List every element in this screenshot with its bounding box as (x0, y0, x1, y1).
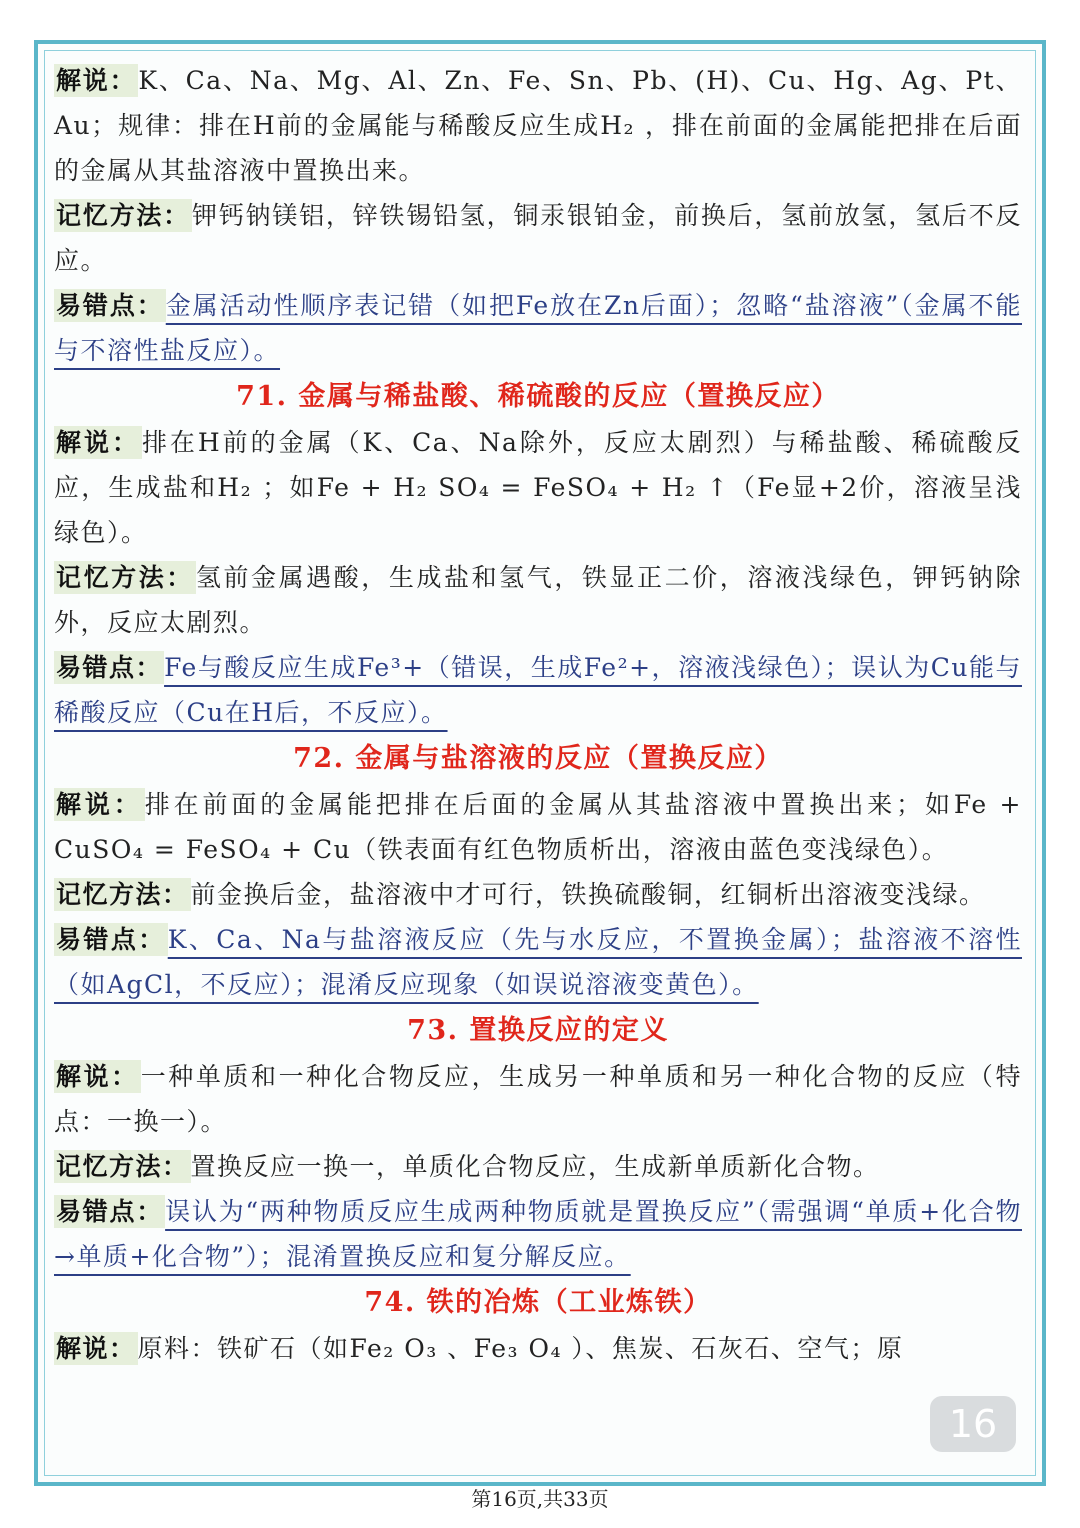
error-paragraph (54, 1189, 1022, 1279)
explain-text: 一种单质和一种化合物反应，生成另一种单质和另一种化合物的反应（特点：一换一）。 (54, 1062, 1022, 1136)
error-text: 误认为“两种物质反应生成两种物质就是置换反应”（需强调“单质+化合物→单质+化合物”）；混淆置换反应和复分解反应。 (54, 1197, 1022, 1271)
error-label: 易错点： (56, 291, 164, 320)
explain-paragraph (54, 420, 1022, 555)
explain-paragraph (54, 782, 1022, 872)
error-label: 易错点： (56, 653, 163, 682)
memory-label: 记忆方法： (56, 563, 194, 592)
explain-paragraph (54, 1054, 1022, 1144)
memory-paragraph (54, 872, 1022, 917)
error-text: 金属活动性顺序表记错（如把Fe放在Zn后面）；忽略“盐溶液”（金属不能与不溶性盐反应）。 (54, 291, 1022, 365)
error-paragraph (54, 283, 1022, 373)
explain-text: K、Ca、Na、Mg、Al、Zn、Fe、Sn、Pb、(H)、Cu、Hg、Ag、Pt、Au；规律：排在H前的金属能与稀酸反应生成H₂ ，排在前面的金属能把排在后面的金属从其盐溶液中置换出来。 (54, 66, 1022, 185)
error-text: Fe与酸反应生成Fe³+（错误，生成Fe²+，溶液浅绿色）；误认为Cu能与稀酸反应（Cu在H后，不反应）。 (54, 653, 1022, 727)
memory-paragraph (54, 1144, 1022, 1189)
memory-label: 记忆方法： (56, 201, 190, 230)
explain-text: 排在前面的金属能把排在后面的金属从其盐溶液中置换出来；如Fe + CuSO₄ = FeSO₄ + Cu（铁表面有红色物质析出，溶液由蓝色变浅绿色）。 (54, 790, 1022, 864)
memory-text: 氢前金属遇酸，生成盐和氢气，铁显正二价，溶液浅绿色，钾钙钠除外，反应太剧烈。 (54, 563, 1022, 637)
page-footer: 第16页,共33页 (471, 1487, 609, 1511)
section-heading-71: 71. 金属与稀盐酸、稀硫酸的反应（置换反应） (236, 381, 840, 412)
memory-text: 前金换后金，盐溶液中才可行，铁换硫酸铜，红铜析出溶液变浅绿。 (190, 880, 986, 909)
memory-label: 记忆方法： (56, 880, 189, 909)
explain-label: 解说： (56, 66, 137, 95)
error-label: 易错点： (56, 925, 166, 954)
error-paragraph (54, 917, 1022, 1007)
page-number-badge: 16 (930, 1396, 1016, 1452)
explain-label: 解说： (56, 428, 140, 457)
memory-text: 钾钙钠镁铝，锌铁锡铅氢，铜汞银铂金，前换后，氢前放氢，氢后不反应。 (54, 201, 1022, 275)
error-text: K、Ca、Na与盐溶液反应（先与水反应，不置换金属）；盐溶液不溶性（如AgCl，不反应）；混淆反应现象（如误说溶液变黄色）。 (54, 925, 1022, 999)
explain-label: 解说： (56, 1062, 139, 1091)
memory-label: 记忆方法： (56, 1152, 189, 1181)
error-label: 易错点： (56, 1197, 164, 1226)
error-paragraph (54, 645, 1022, 735)
explain-text: 排在H前的金属（K、Ca、Na除外，反应太剧烈）与稀盐酸、稀硫酸反应，生成盐和H₂ ；如Fe + H₂ SO₄ = FeSO₄ + H₂ ↑（Fe显+2价，溶液呈浅绿色）。 (54, 428, 1022, 547)
memory-paragraph (54, 193, 1022, 283)
explain-paragraph (54, 58, 1022, 193)
page-content (54, 58, 1022, 1371)
section-heading-72: 72. 金属与盐溶液的反应（置换反应） (293, 743, 783, 774)
section-heading-74: 74. 铁的冶炼（工业炼铁） (364, 1287, 712, 1318)
memory-text: 置换反应一换一，单质化合物反应，生成新单质新化合物。 (190, 1152, 880, 1181)
section-heading-73: 73. 置换反应的定义 (407, 1015, 669, 1046)
explain-label: 解说： (56, 1334, 136, 1363)
explain-text: 原料：铁矿石（如Fe₂ O₃ 、Fe₃ O₄ ）、焦炭、石灰石、空气；原 (137, 1334, 904, 1363)
explain-label: 解说： (56, 790, 143, 819)
memory-paragraph (54, 555, 1022, 645)
explain-paragraph (54, 1326, 1022, 1371)
page-frame (34, 40, 1046, 1486)
